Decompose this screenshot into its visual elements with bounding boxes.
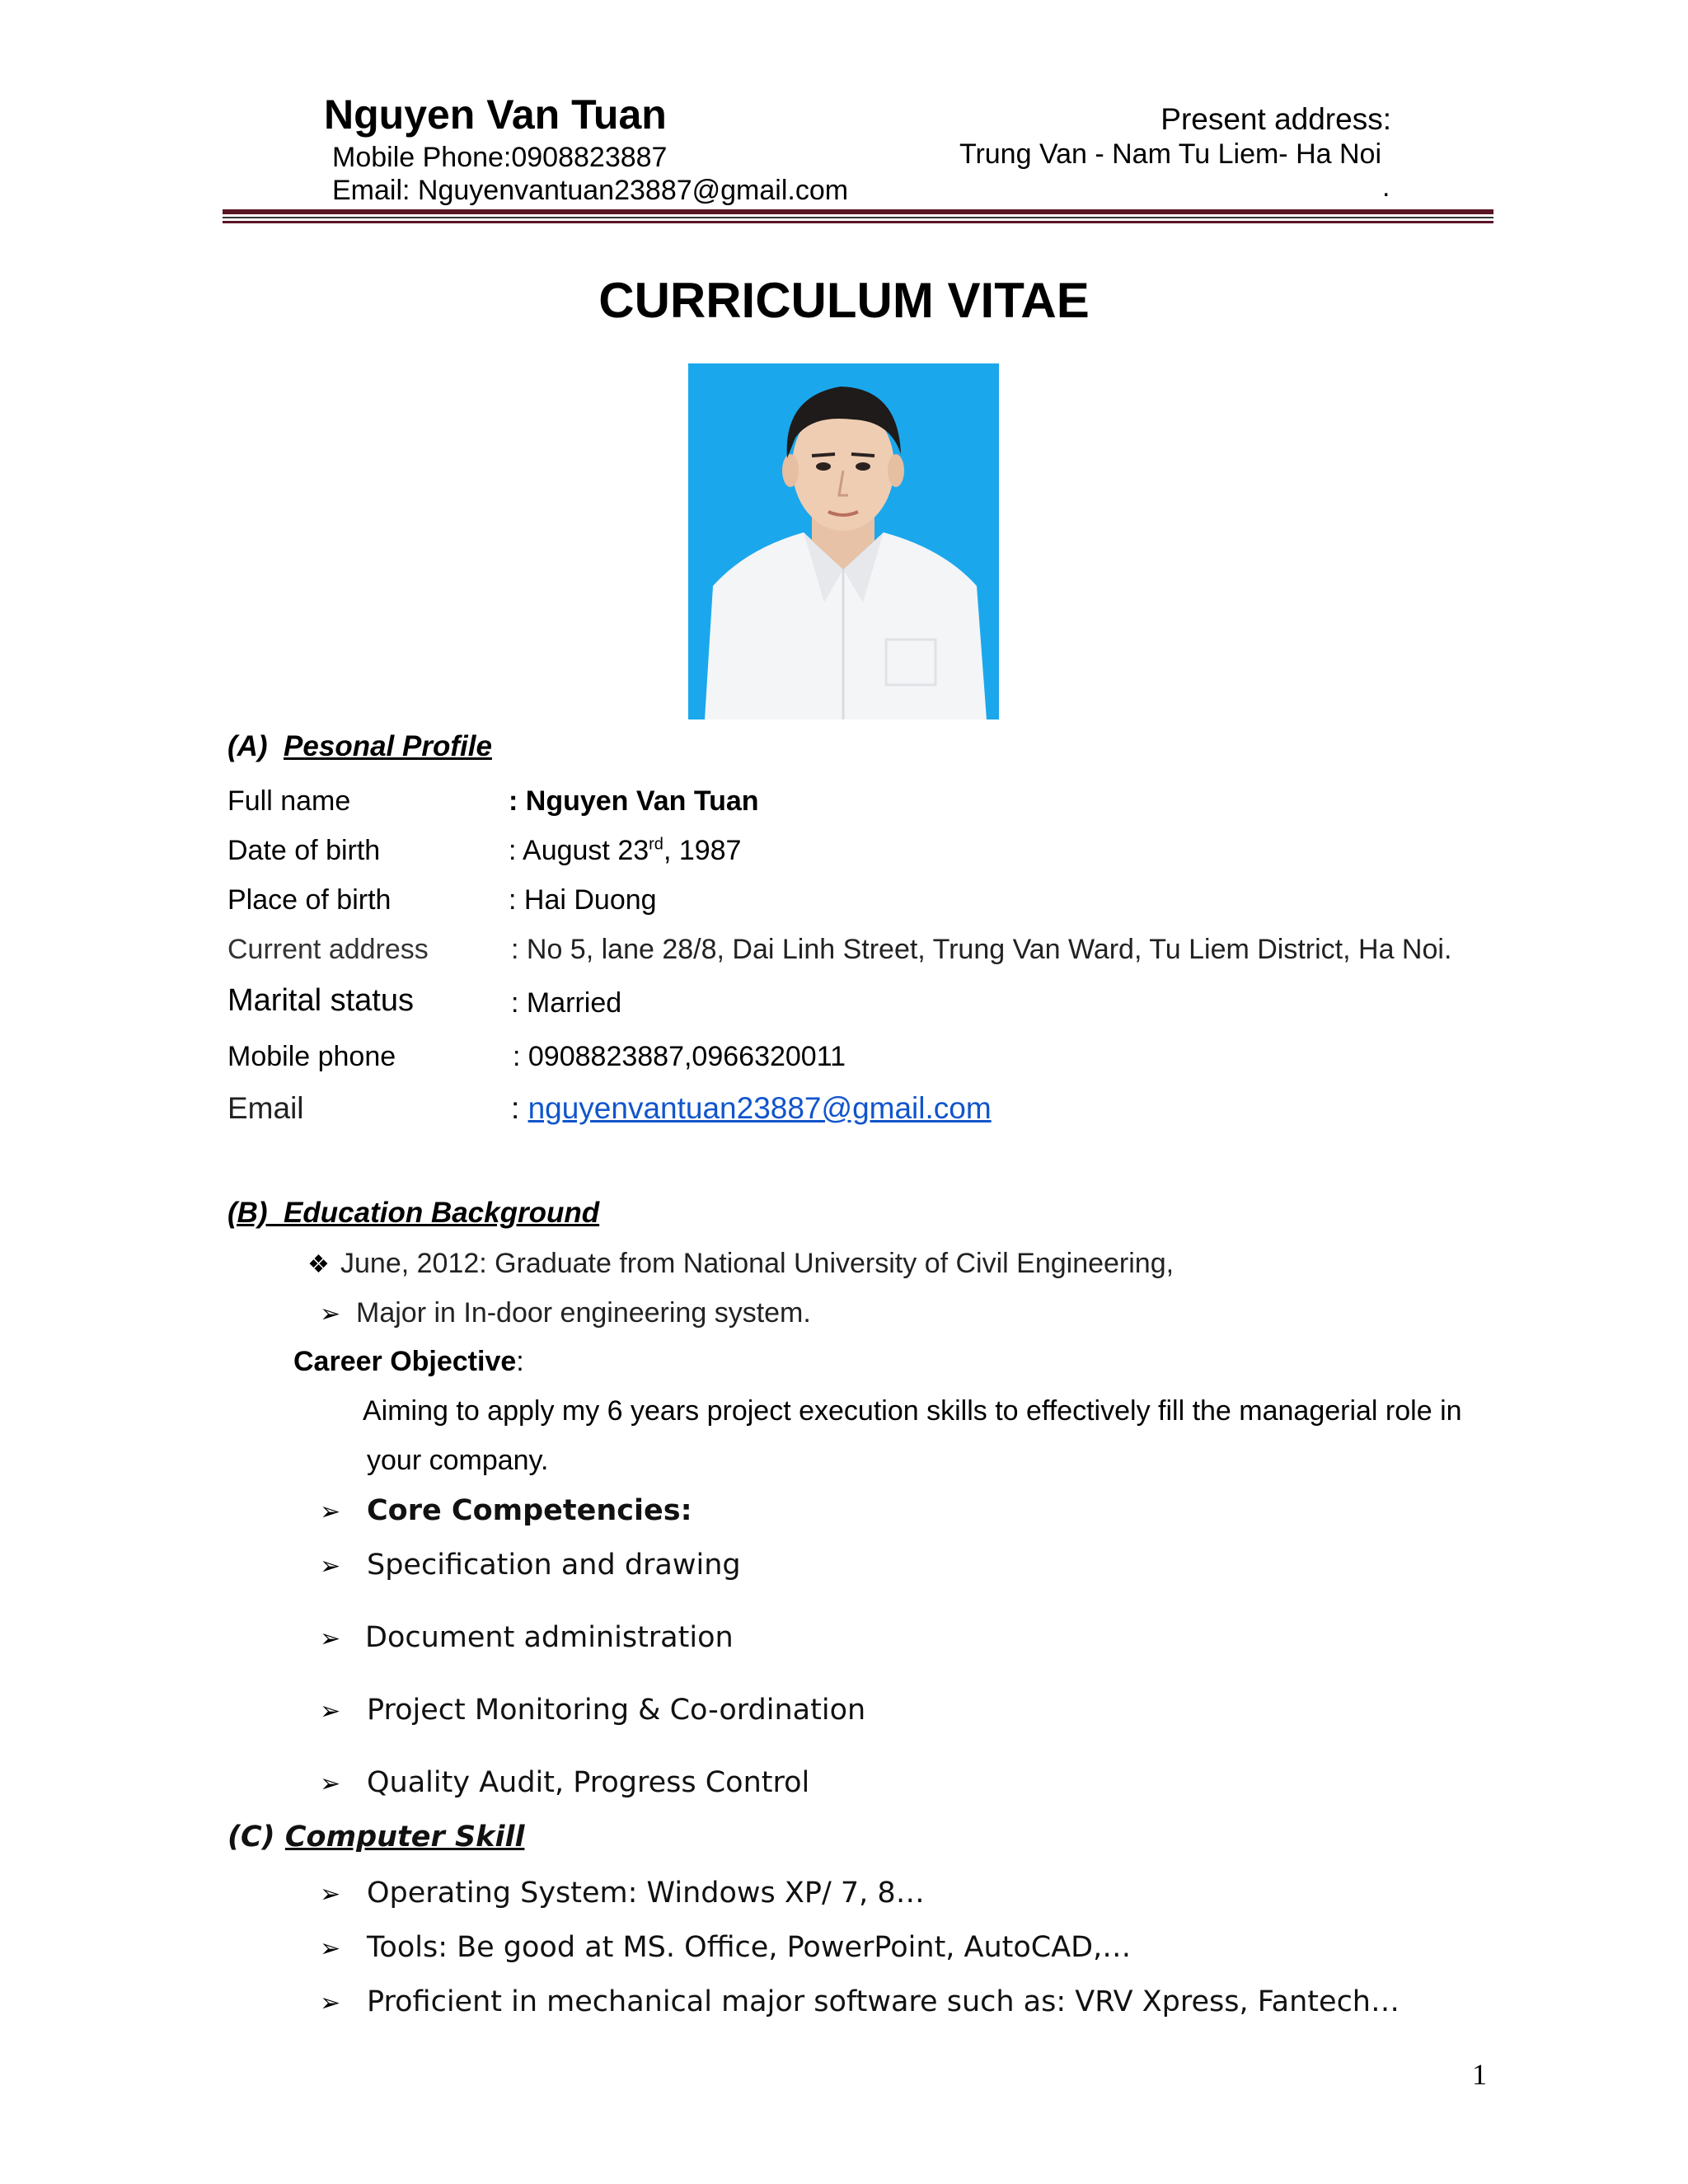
- arrow-bullet-icon: ➢: [320, 1934, 341, 1963]
- education-item: [307, 1248, 1174, 1280]
- dob-suffix: rd: [649, 835, 663, 854]
- section-a-title: Pesonal Profile: [284, 730, 492, 762]
- present-address-label: Present address:: [1160, 102, 1391, 136]
- portrait-illustration: [688, 363, 999, 719]
- career-objective-heading: [293, 1346, 524, 1378]
- career-objective-line: your company.: [367, 1445, 549, 1476]
- computer-skill-text: Operating System: Windows XP/ 7, 8…: [367, 1877, 925, 1910]
- competency-item: [320, 1549, 741, 1582]
- competency-item: [320, 1766, 809, 1799]
- arrow-bullet-icon: ➢: [320, 1497, 341, 1526]
- section-b-prefix: (B): [227, 1197, 268, 1229]
- header-email: Email: Nguyenvantuan23887@gmail.com: [332, 175, 849, 206]
- header-rule-bottom: [223, 221, 1493, 223]
- competency-item: [320, 1621, 734, 1654]
- arrow-bullet-icon: ➢: [320, 1697, 341, 1726]
- section-c-title: Computer Skill: [284, 1821, 525, 1854]
- computer-skill-item: [320, 1877, 925, 1910]
- value-current-address: : No 5, lane 28/8, Dai Linh Street, Trung Van Ward, Tu Liem District, Ha Noi.: [511, 934, 1452, 965]
- core-competencies-heading: [320, 1494, 692, 1527]
- section-a-prefix: (A): [227, 730, 268, 762]
- present-address: Trung Van - Nam Tu Liem- Ha Noi: [959, 138, 1381, 170]
- arrow-bullet-icon: ➢: [320, 1989, 341, 2018]
- header-trailing-dot: .: [1382, 171, 1390, 203]
- arrow-bullet-icon: ➢: [320, 1552, 341, 1581]
- email-link[interactable]: nguyenvantuan23887@gmail.com: [528, 1091, 992, 1125]
- computer-skill-text: Proficient in mechanical major software such as: VRV Xpress, Fantech…: [367, 1985, 1400, 2018]
- computer-skill-text: Tools: Be good at MS. Office, PowerPoint, AutoCAD,…: [367, 1931, 1132, 1964]
- value-marital-status: : Married: [511, 987, 622, 1019]
- education-item-text: June, 2012: Graduate from National University of Civil Engineering,: [340, 1248, 1175, 1279]
- arrow-bullet-icon: ➢: [320, 1880, 341, 1909]
- value-mobile-phone: : 0908823887,0966320011: [513, 1041, 846, 1072]
- competency-text: Quality Audit, Progress Control: [367, 1766, 810, 1799]
- arrow-bullet-icon: ➢: [320, 1301, 341, 1328]
- label-date-of-birth: Date of birth: [227, 835, 381, 866]
- page-number: 1: [1472, 2058, 1487, 2091]
- career-objective-label: Career Objective: [293, 1346, 517, 1377]
- value-full-name: : Nguyen Van Tuan: [509, 785, 759, 817]
- diamond-bullet-icon: ❖: [307, 1251, 330, 1278]
- profile-photo: [688, 363, 999, 719]
- career-objective-colon: :: [516, 1346, 524, 1377]
- dob-main: : August 23: [509, 835, 649, 866]
- competency-text: Project Monitoring & Co-ordination: [367, 1694, 866, 1727]
- career-objective-line: Aiming to apply my 6 years project execution skills to effectively fill the managerial role in: [363, 1395, 1462, 1427]
- label-current-address: Current address: [227, 934, 429, 965]
- candidate-name: Nguyen Van Tuan: [324, 91, 667, 138]
- dob-year: , 1987: [663, 835, 742, 866]
- arrow-bullet-icon: ➢: [320, 1769, 341, 1798]
- competency-text: Document administration: [365, 1621, 734, 1654]
- education-item-text: Major in In-door engineering system.: [356, 1297, 811, 1329]
- education-item: [320, 1297, 811, 1329]
- section-b-heading: [227, 1197, 599, 1230]
- label-mobile-phone: Mobile phone: [227, 1041, 396, 1072]
- value-email: [511, 1091, 992, 1126]
- competency-text: Specification and drawing: [367, 1549, 741, 1582]
- label-place-of-birth: Place of birth: [227, 884, 392, 916]
- computer-skill-item: [320, 1931, 1131, 1964]
- computer-skill-item: [320, 1985, 1400, 2018]
- competency-item: [320, 1694, 865, 1727]
- section-b-title: Education Background: [284, 1197, 600, 1229]
- label-full-name: Full name: [227, 785, 351, 817]
- header-rule-thin: [223, 217, 1493, 218]
- section-c-heading: [227, 1821, 524, 1854]
- section-a-heading: [227, 730, 492, 763]
- label-marital-status: Marital status: [227, 983, 414, 1018]
- core-competencies-label: Core Competencies:: [367, 1494, 692, 1527]
- email-colon: :: [511, 1091, 528, 1125]
- value-date-of-birth: [509, 835, 741, 867]
- arrow-bullet-icon: ➢: [320, 1624, 341, 1653]
- header-mobile: Mobile Phone:0908823887: [332, 142, 668, 173]
- header-rule: [223, 209, 1493, 214]
- document-title: CURRICULUM VITAE: [598, 273, 1090, 328]
- label-email: Email: [227, 1091, 304, 1125]
- section-c-prefix: (C): [227, 1821, 275, 1854]
- value-place-of-birth: : Hai Duong: [509, 884, 657, 916]
